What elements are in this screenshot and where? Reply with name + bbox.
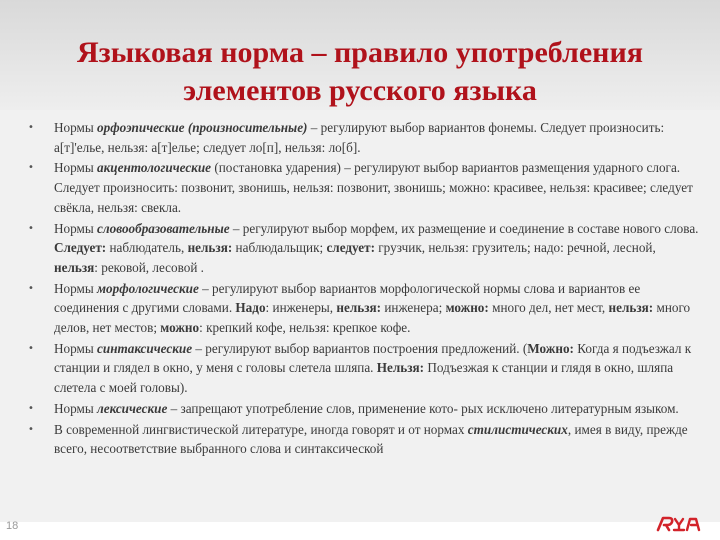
keyword: Можно:: [527, 340, 574, 356]
item-text: много дел, нет мест,: [488, 300, 609, 316]
keyword: нельзя:: [187, 240, 233, 256]
title-line-2: элементов русского языка: [183, 74, 537, 107]
item-text: – запрещают употребление слов, применение кото- рых исключено литературным языком.: [167, 400, 679, 416]
bullet-icon: •: [28, 162, 34, 174]
norms-list: [28, 118, 700, 460]
keyword: Надо: [235, 300, 266, 316]
item-text: – регулируют выбор вариантов морфологической нормы слова и вариантов ее соединения с другими словами.: [54, 280, 641, 316]
keyword: Нельзя:: [376, 360, 425, 376]
item-text: наблюдальщик;: [232, 240, 327, 256]
item-text: много делов, нет местов;: [54, 300, 691, 335]
slide-title: [40, 34, 680, 110]
slide-number: 18: [6, 520, 19, 532]
item-text: : инженеры,: [265, 300, 337, 316]
bullet-icon: •: [28, 423, 34, 435]
bullet-icon: •: [28, 402, 34, 414]
term: лексические: [97, 400, 168, 416]
item-text: грузчик, нельзя: грузитель; надо: речной, лесной,: [374, 240, 656, 256]
item-text: инженера;: [381, 300, 446, 316]
item-text: Подъезжая к станции и глядя в окно, шляпа слетела с моей головы).: [54, 360, 674, 395]
item-text: наблюдатель,: [106, 240, 188, 256]
title-line-1: Языковая норма – правило употребления: [77, 36, 643, 69]
rzd-logo-icon: [655, 514, 703, 534]
item-text: , имея в виду, прежде всего, несоответствие выбранного слова и синтаксической: [54, 421, 688, 457]
keyword: нельзя: [54, 259, 95, 275]
item-text: – регулируют выбор морфем, их размещение и соединение в составе нового слова.: [229, 220, 699, 236]
item-text: – регулируют выбор вариантов фонемы. Следует произносить: а[т]'елье, нельзя: а[т]елье; следует ло[п], нельзя: ло[б].: [54, 120, 665, 155]
keyword: нельзя:: [608, 300, 654, 316]
list-item-word-formation: [28, 219, 700, 278]
item-text: Нормы: [54, 340, 98, 356]
bullet-icon: •: [28, 342, 34, 354]
item-text: Когда я подъезжал к станции и глядел в окно, у меня с головы слетела шляпа.: [54, 340, 692, 376]
bullet-icon: •: [28, 282, 34, 294]
term: орфоэпические (произносительные): [97, 120, 308, 135]
keyword: можно: [160, 319, 200, 335]
term: синтаксические: [97, 340, 193, 356]
term: стилистических: [467, 421, 568, 437]
item-text: : крепкий кофе, нельзя: крепкое кофе.: [199, 319, 411, 335]
list-item-syntactic: [28, 339, 700, 398]
bullet-icon: •: [28, 122, 34, 133]
item-text: Нормы: [54, 220, 98, 236]
term: словообразовательные: [97, 220, 230, 236]
term: акцентологические: [97, 160, 212, 176]
list-item-orthoepic: [28, 118, 700, 157]
list-item-lexical: [28, 399, 700, 419]
item-text: Нормы: [54, 400, 98, 416]
item-text: (постановка ударения) – регулируют выбор вариантов размещения ударного слога. Следует произносить: позвонит, звонишь, нельзя: позвонит, звонишь; можно: красивее, нельзя: красивее; следует свёкла, нельзя: свекла.: [54, 160, 693, 215]
item-text: Нормы: [54, 280, 98, 296]
term: морфологические: [97, 280, 199, 296]
keyword: Следует:: [54, 240, 107, 256]
item-text: Нормы: [54, 160, 98, 176]
item-text: : рековой, лесовой .: [94, 259, 204, 275]
bullet-icon: •: [28, 222, 34, 234]
keyword: следует:: [326, 240, 375, 256]
list-item-accentological: [28, 158, 700, 217]
item-text: В современной лингвистической литературе, иногда говорят и от нормах: [54, 421, 468, 437]
item-text: – регулируют выбор вариантов построения предложений. (: [192, 340, 528, 356]
list-item-stylistic: [28, 420, 700, 459]
list-item-morphological: [28, 279, 700, 338]
keyword: нельзя:: [336, 300, 382, 316]
item-text: Нормы: [54, 120, 98, 135]
keyword: можно:: [445, 300, 489, 316]
